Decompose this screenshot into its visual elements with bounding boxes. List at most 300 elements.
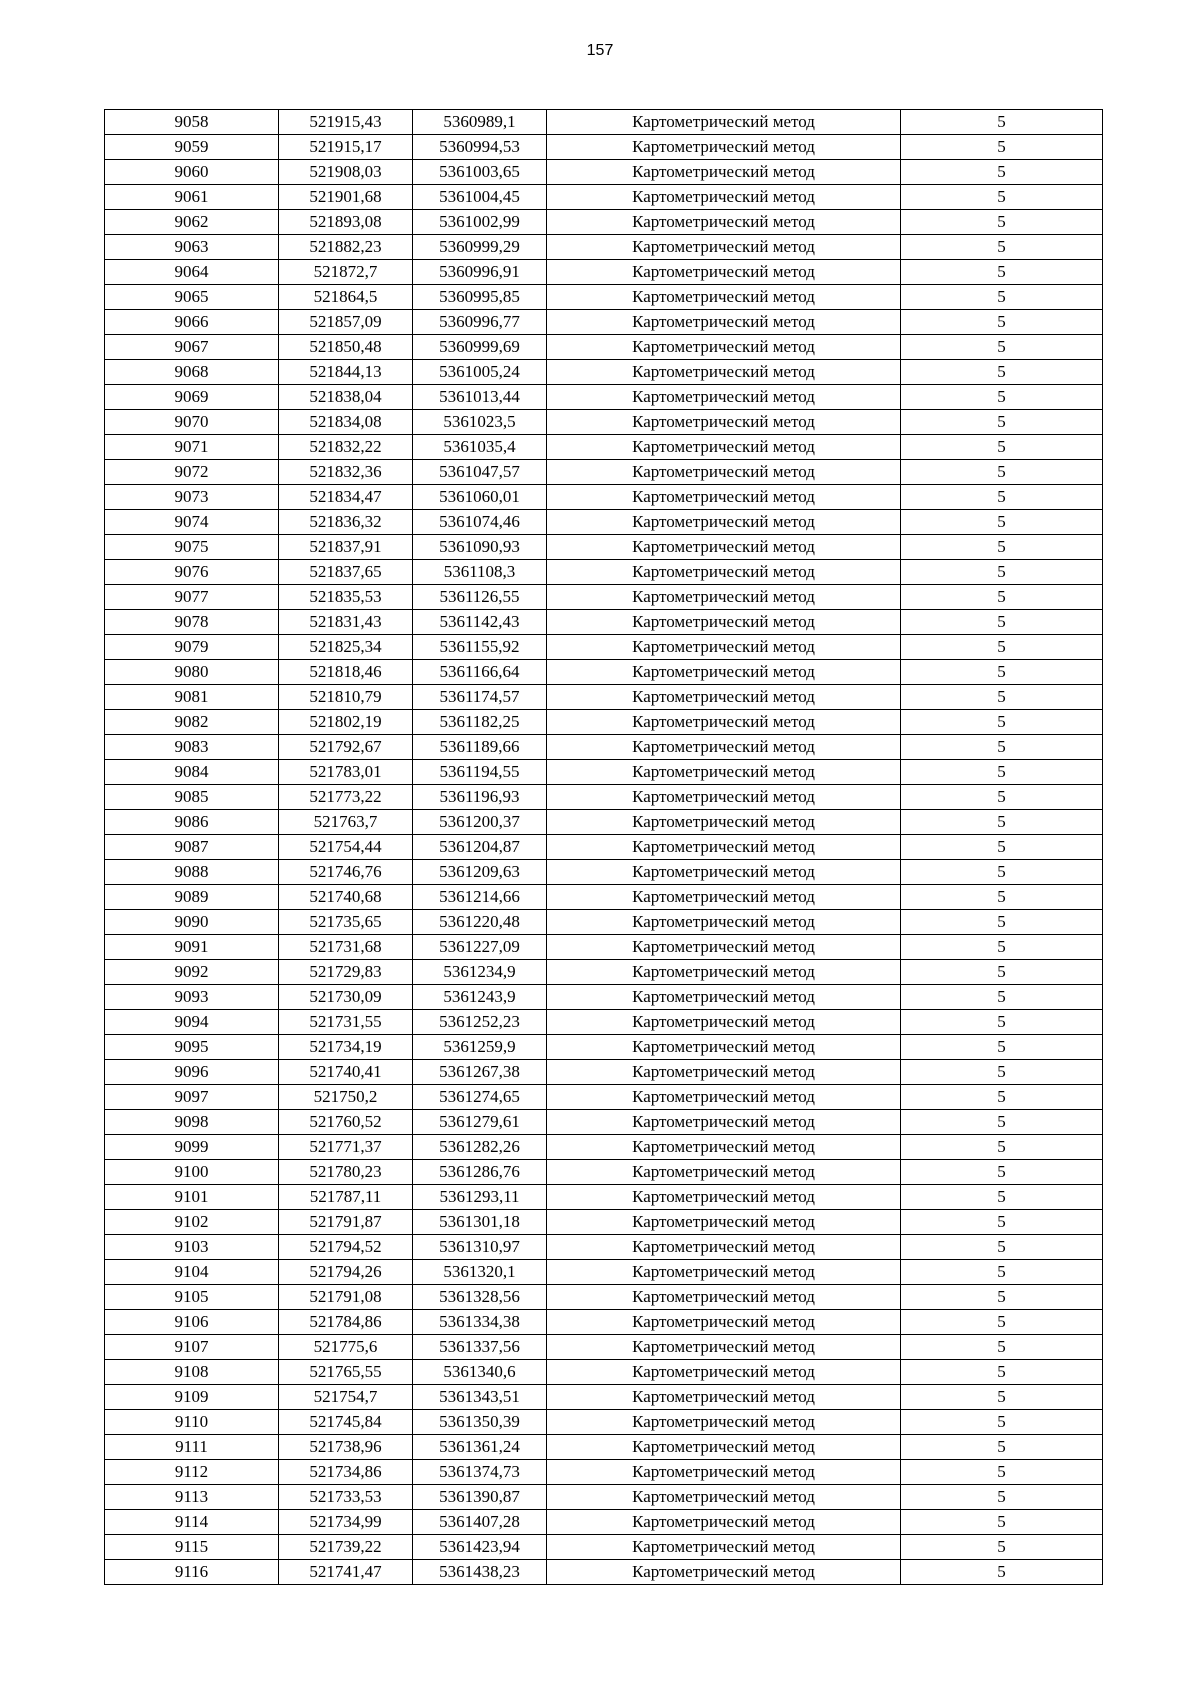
- y-coordinate-cell: 5361023,5: [413, 410, 547, 435]
- table-row: [105, 1335, 1103, 1360]
- accuracy-cell: 5: [901, 485, 1103, 510]
- accuracy-cell: 5: [901, 160, 1103, 185]
- y-coordinate-cell: 5361234,9: [413, 960, 547, 985]
- method-cell: Картометрический метод: [547, 160, 901, 185]
- point-number-cell: 9062: [105, 210, 279, 235]
- point-number-cell: 9071: [105, 435, 279, 460]
- method-cell: Картометрический метод: [547, 1285, 901, 1310]
- point-number-cell: 9065: [105, 285, 279, 310]
- point-number-cell: 9115: [105, 1535, 279, 1560]
- y-coordinate-cell: 5361423,94: [413, 1535, 547, 1560]
- x-coordinate-cell: 521754,44: [279, 835, 413, 860]
- point-number-cell: 9093: [105, 985, 279, 1010]
- accuracy-cell: 5: [901, 285, 1103, 310]
- method-cell: Картометрический метод: [547, 1535, 901, 1560]
- table-row: [105, 810, 1103, 835]
- x-coordinate-cell: 521763,7: [279, 810, 413, 835]
- table-row: [105, 885, 1103, 910]
- table-row: [105, 285, 1103, 310]
- y-coordinate-cell: 5361003,65: [413, 160, 547, 185]
- point-number-cell: 9106: [105, 1310, 279, 1335]
- accuracy-cell: 5: [901, 135, 1103, 160]
- x-coordinate-cell: 521754,7: [279, 1385, 413, 1410]
- y-coordinate-cell: 5361074,46: [413, 510, 547, 535]
- table-row: [105, 710, 1103, 735]
- y-coordinate-cell: 5361227,09: [413, 935, 547, 960]
- method-cell: Картометрический метод: [547, 135, 901, 160]
- y-coordinate-cell: 5361407,28: [413, 1510, 547, 1535]
- x-coordinate-cell: 521791,08: [279, 1285, 413, 1310]
- accuracy-cell: 5: [901, 860, 1103, 885]
- x-coordinate-cell: 521882,23: [279, 235, 413, 260]
- point-number-cell: 9096: [105, 1060, 279, 1085]
- y-coordinate-cell: 5361243,9: [413, 985, 547, 1010]
- point-number-cell: 9102: [105, 1210, 279, 1235]
- point-number-cell: 9069: [105, 385, 279, 410]
- y-coordinate-cell: 5361279,61: [413, 1110, 547, 1135]
- point-number-cell: 9068: [105, 360, 279, 385]
- x-coordinate-cell: 521857,09: [279, 310, 413, 335]
- accuracy-cell: 5: [901, 1485, 1103, 1510]
- y-coordinate-cell: 5361209,63: [413, 860, 547, 885]
- point-number-cell: 9110: [105, 1410, 279, 1435]
- accuracy-cell: 5: [901, 760, 1103, 785]
- y-coordinate-cell: 5361343,51: [413, 1385, 547, 1410]
- table-row: [105, 1110, 1103, 1135]
- x-coordinate-cell: 521740,41: [279, 1060, 413, 1085]
- accuracy-cell: 5: [901, 660, 1103, 685]
- table-row: [105, 1035, 1103, 1060]
- method-cell: Картометрический метод: [547, 860, 901, 885]
- x-coordinate-cell: 521730,09: [279, 985, 413, 1010]
- y-coordinate-cell: 5361301,18: [413, 1210, 547, 1235]
- x-coordinate-cell: 521765,55: [279, 1360, 413, 1385]
- y-coordinate-cell: 5361060,01: [413, 485, 547, 510]
- x-coordinate-cell: 521791,87: [279, 1210, 413, 1235]
- point-number-cell: 9076: [105, 560, 279, 585]
- x-coordinate-cell: 521740,68: [279, 885, 413, 910]
- method-cell: Картометрический метод: [547, 1385, 901, 1410]
- method-cell: Картометрический метод: [547, 235, 901, 260]
- accuracy-cell: 5: [901, 960, 1103, 985]
- y-coordinate-cell: 5361155,92: [413, 635, 547, 660]
- point-number-cell: 9109: [105, 1385, 279, 1410]
- point-number-cell: 9113: [105, 1485, 279, 1510]
- y-coordinate-cell: 5361005,24: [413, 360, 547, 385]
- table-row: [105, 585, 1103, 610]
- x-coordinate-cell: 521783,01: [279, 760, 413, 785]
- point-number-cell: 9061: [105, 185, 279, 210]
- method-cell: Картометрический метод: [547, 1110, 901, 1135]
- accuracy-cell: 5: [901, 810, 1103, 835]
- x-coordinate-cell: 521825,34: [279, 635, 413, 660]
- y-coordinate-cell: 5361126,55: [413, 585, 547, 610]
- point-number-cell: 9060: [105, 160, 279, 185]
- method-cell: Картометрический метод: [547, 960, 901, 985]
- x-coordinate-cell: 521893,08: [279, 210, 413, 235]
- y-coordinate-cell: 5361108,3: [413, 560, 547, 585]
- y-coordinate-cell: 5361214,66: [413, 885, 547, 910]
- accuracy-cell: 5: [901, 360, 1103, 385]
- method-cell: Картометрический метод: [547, 485, 901, 510]
- y-coordinate-cell: 5361286,76: [413, 1160, 547, 1185]
- y-coordinate-cell: 5361320,1: [413, 1260, 547, 1285]
- point-number-cell: 9111: [105, 1435, 279, 1460]
- x-coordinate-cell: 521784,86: [279, 1310, 413, 1335]
- point-number-cell: 9116: [105, 1560, 279, 1585]
- point-number-cell: 9097: [105, 1085, 279, 1110]
- y-coordinate-cell: 5361002,99: [413, 210, 547, 235]
- x-coordinate-cell: 521773,22: [279, 785, 413, 810]
- point-number-cell: 9104: [105, 1260, 279, 1285]
- x-coordinate-cell: 521834,08: [279, 410, 413, 435]
- method-cell: Картометрический метод: [547, 685, 901, 710]
- x-coordinate-cell: 521780,23: [279, 1160, 413, 1185]
- table-row: [105, 660, 1103, 685]
- accuracy-cell: 5: [901, 935, 1103, 960]
- y-coordinate-cell: 5360994,53: [413, 135, 547, 160]
- table-row: [105, 1435, 1103, 1460]
- table-row: [105, 1060, 1103, 1085]
- table-row: [105, 535, 1103, 560]
- accuracy-cell: 5: [901, 735, 1103, 760]
- point-number-cell: 9058: [105, 110, 279, 135]
- point-number-cell: 9074: [105, 510, 279, 535]
- accuracy-cell: 5: [901, 910, 1103, 935]
- accuracy-cell: 5: [901, 1160, 1103, 1185]
- x-coordinate-cell: 521787,11: [279, 1185, 413, 1210]
- table-row: [105, 460, 1103, 485]
- accuracy-cell: 5: [901, 1460, 1103, 1485]
- accuracy-cell: 5: [901, 1560, 1103, 1585]
- accuracy-cell: 5: [901, 1310, 1103, 1335]
- x-coordinate-cell: 521872,7: [279, 260, 413, 285]
- accuracy-cell: 5: [901, 1285, 1103, 1310]
- table-row: [105, 1360, 1103, 1385]
- x-coordinate-cell: 521750,2: [279, 1085, 413, 1110]
- x-coordinate-cell: 521745,84: [279, 1410, 413, 1435]
- x-coordinate-cell: 521810,79: [279, 685, 413, 710]
- table-row: [105, 835, 1103, 860]
- accuracy-cell: 5: [901, 1010, 1103, 1035]
- accuracy-cell: 5: [901, 785, 1103, 810]
- table-row: [105, 510, 1103, 535]
- point-number-cell: 9064: [105, 260, 279, 285]
- y-coordinate-cell: 5361267,38: [413, 1060, 547, 1085]
- x-coordinate-cell: 521729,83: [279, 960, 413, 985]
- point-number-cell: 9112: [105, 1460, 279, 1485]
- accuracy-cell: 5: [901, 1435, 1103, 1460]
- y-coordinate-cell: 5361361,24: [413, 1435, 547, 1460]
- point-number-cell: 9095: [105, 1035, 279, 1060]
- accuracy-cell: 5: [901, 185, 1103, 210]
- table-row: [105, 410, 1103, 435]
- accuracy-cell: 5: [901, 1335, 1103, 1360]
- x-coordinate-cell: 521837,65: [279, 560, 413, 585]
- accuracy-cell: 5: [901, 1210, 1103, 1235]
- method-cell: Картометрический метод: [547, 1185, 901, 1210]
- y-coordinate-cell: 5360999,69: [413, 335, 547, 360]
- y-coordinate-cell: 5361282,26: [413, 1135, 547, 1160]
- method-cell: Картометрический метод: [547, 1310, 901, 1335]
- point-number-cell: 9089: [105, 885, 279, 910]
- x-coordinate-cell: 521760,52: [279, 1110, 413, 1135]
- method-cell: Картометрический метод: [547, 385, 901, 410]
- table-row: [105, 760, 1103, 785]
- method-cell: Картометрический метод: [547, 1360, 901, 1385]
- table-row: [105, 1235, 1103, 1260]
- method-cell: Картометрический метод: [547, 1485, 901, 1510]
- accuracy-cell: 5: [901, 510, 1103, 535]
- table-row: [105, 785, 1103, 810]
- x-coordinate-cell: 521908,03: [279, 160, 413, 185]
- table-row: [105, 310, 1103, 335]
- x-coordinate-cell: 521771,37: [279, 1135, 413, 1160]
- accuracy-cell: 5: [901, 1135, 1103, 1160]
- point-number-cell: 9088: [105, 860, 279, 885]
- table-row: [105, 1210, 1103, 1235]
- method-cell: Картометрический метод: [547, 335, 901, 360]
- accuracy-cell: 5: [901, 560, 1103, 585]
- point-number-cell: 9098: [105, 1110, 279, 1135]
- y-coordinate-cell: 5361174,57: [413, 685, 547, 710]
- table-row: [105, 135, 1103, 160]
- table-row: [105, 560, 1103, 585]
- accuracy-cell: 5: [901, 1035, 1103, 1060]
- table-row: [105, 1510, 1103, 1535]
- table-row: [105, 235, 1103, 260]
- point-number-cell: 9092: [105, 960, 279, 985]
- y-coordinate-cell: 5361310,97: [413, 1235, 547, 1260]
- x-coordinate-cell: 521836,32: [279, 510, 413, 535]
- x-coordinate-cell: 521792,67: [279, 735, 413, 760]
- y-coordinate-cell: 5360999,29: [413, 235, 547, 260]
- x-coordinate-cell: 521844,13: [279, 360, 413, 385]
- accuracy-cell: 5: [901, 1360, 1103, 1385]
- accuracy-cell: 5: [901, 385, 1103, 410]
- point-number-cell: 9063: [105, 235, 279, 260]
- x-coordinate-cell: 521735,65: [279, 910, 413, 935]
- table-row: [105, 210, 1103, 235]
- x-coordinate-cell: 521738,96: [279, 1435, 413, 1460]
- accuracy-cell: 5: [901, 985, 1103, 1010]
- x-coordinate-cell: 521901,68: [279, 185, 413, 210]
- accuracy-cell: 5: [901, 235, 1103, 260]
- y-coordinate-cell: 5361090,93: [413, 535, 547, 560]
- method-cell: Картометрический метод: [547, 410, 901, 435]
- accuracy-cell: 5: [901, 1060, 1103, 1085]
- method-cell: Картометрический метод: [547, 935, 901, 960]
- accuracy-cell: 5: [901, 635, 1103, 660]
- y-coordinate-cell: 5361220,48: [413, 910, 547, 935]
- method-cell: Картометрический метод: [547, 1435, 901, 1460]
- x-coordinate-cell: 521864,5: [279, 285, 413, 310]
- point-number-cell: 9107: [105, 1335, 279, 1360]
- table-row: [105, 435, 1103, 460]
- y-coordinate-cell: 5361035,4: [413, 435, 547, 460]
- method-cell: Картометрический метод: [547, 1510, 901, 1535]
- x-coordinate-cell: 521838,04: [279, 385, 413, 410]
- x-coordinate-cell: 521734,19: [279, 1035, 413, 1060]
- point-number-cell: 9105: [105, 1285, 279, 1310]
- table-row: [105, 1485, 1103, 1510]
- point-number-cell: 9085: [105, 785, 279, 810]
- y-coordinate-cell: 5361337,56: [413, 1335, 547, 1360]
- y-coordinate-cell: 5361004,45: [413, 185, 547, 210]
- table-row: [105, 385, 1103, 410]
- method-cell: Картометрический метод: [547, 360, 901, 385]
- method-cell: Картометрический метод: [547, 985, 901, 1010]
- y-coordinate-cell: 5361196,93: [413, 785, 547, 810]
- method-cell: Картометрический метод: [547, 1160, 901, 1185]
- x-coordinate-cell: 521802,19: [279, 710, 413, 735]
- point-number-cell: 9080: [105, 660, 279, 685]
- method-cell: Картометрический метод: [547, 1260, 901, 1285]
- point-number-cell: 9075: [105, 535, 279, 560]
- accuracy-cell: 5: [901, 460, 1103, 485]
- point-number-cell: 9073: [105, 485, 279, 510]
- table-row: [105, 1085, 1103, 1110]
- x-coordinate-cell: 521734,99: [279, 1510, 413, 1535]
- y-coordinate-cell: 5360996,91: [413, 260, 547, 285]
- y-coordinate-cell: 5361189,66: [413, 735, 547, 760]
- table-row: [105, 1135, 1103, 1160]
- y-coordinate-cell: 5361390,87: [413, 1485, 547, 1510]
- accuracy-cell: 5: [901, 410, 1103, 435]
- table-row: [105, 960, 1103, 985]
- x-coordinate-cell: 521741,47: [279, 1560, 413, 1585]
- y-coordinate-cell: 5361142,43: [413, 610, 547, 635]
- method-cell: Картометрический метод: [547, 810, 901, 835]
- y-coordinate-cell: 5361166,64: [413, 660, 547, 685]
- x-coordinate-cell: 521831,43: [279, 610, 413, 635]
- method-cell: Картометрический метод: [547, 1060, 901, 1085]
- accuracy-cell: 5: [901, 885, 1103, 910]
- point-number-cell: 9067: [105, 335, 279, 360]
- method-cell: Картометрический метод: [547, 785, 901, 810]
- point-number-cell: 9059: [105, 135, 279, 160]
- point-number-cell: 9099: [105, 1135, 279, 1160]
- point-number-cell: 9077: [105, 585, 279, 610]
- x-coordinate-cell: 521832,22: [279, 435, 413, 460]
- table-row: [105, 935, 1103, 960]
- y-coordinate-cell: 5360995,85: [413, 285, 547, 310]
- method-cell: Картометрический метод: [547, 1035, 901, 1060]
- y-coordinate-cell: 5361374,73: [413, 1460, 547, 1485]
- table-row: [105, 735, 1103, 760]
- point-number-cell: 9084: [105, 760, 279, 785]
- accuracy-cell: 5: [901, 435, 1103, 460]
- y-coordinate-cell: 5361328,56: [413, 1285, 547, 1310]
- table-row: [105, 260, 1103, 285]
- x-coordinate-cell: 521734,86: [279, 1460, 413, 1485]
- method-cell: Картометрический метод: [547, 710, 901, 735]
- table-row: [105, 1385, 1103, 1410]
- method-cell: Картометрический метод: [547, 1460, 901, 1485]
- point-number-cell: 9100: [105, 1160, 279, 1185]
- accuracy-cell: 5: [901, 1385, 1103, 1410]
- method-cell: Картометрический метод: [547, 285, 901, 310]
- method-cell: Картометрический метод: [547, 760, 901, 785]
- table-row: [105, 1160, 1103, 1185]
- accuracy-cell: 5: [901, 610, 1103, 635]
- point-number-cell: 9078: [105, 610, 279, 635]
- accuracy-cell: 5: [901, 685, 1103, 710]
- x-coordinate-cell: 521746,76: [279, 860, 413, 885]
- point-number-cell: 9108: [105, 1360, 279, 1385]
- x-coordinate-cell: 521835,53: [279, 585, 413, 610]
- y-coordinate-cell: 5361340,6: [413, 1360, 547, 1385]
- table-row: [105, 910, 1103, 935]
- method-cell: Картометрический метод: [547, 210, 901, 235]
- table-row: [105, 110, 1103, 135]
- table-row: [105, 685, 1103, 710]
- point-number-cell: 9091: [105, 935, 279, 960]
- table-row: [105, 1185, 1103, 1210]
- table-row: [105, 635, 1103, 660]
- method-cell: Картометрический метод: [547, 660, 901, 685]
- y-coordinate-cell: 5361259,9: [413, 1035, 547, 1060]
- x-coordinate-cell: 521739,22: [279, 1535, 413, 1560]
- point-number-cell: 9087: [105, 835, 279, 860]
- table-row: [105, 485, 1103, 510]
- accuracy-cell: 5: [901, 1510, 1103, 1535]
- method-cell: Картометрический метод: [547, 1135, 901, 1160]
- method-cell: Картометрический метод: [547, 560, 901, 585]
- method-cell: Картометрический метод: [547, 460, 901, 485]
- method-cell: Картометрический метод: [547, 260, 901, 285]
- page-number: 157: [586, 42, 614, 59]
- y-coordinate-cell: 5361274,65: [413, 1085, 547, 1110]
- table-row: [105, 1460, 1103, 1485]
- y-coordinate-cell: 5361013,44: [413, 385, 547, 410]
- y-coordinate-cell: 5361293,11: [413, 1185, 547, 1210]
- method-cell: Картометрический метод: [547, 1210, 901, 1235]
- x-coordinate-cell: 521775,6: [279, 1335, 413, 1360]
- method-cell: Картометрический метод: [547, 1010, 901, 1035]
- accuracy-cell: 5: [901, 335, 1103, 360]
- accuracy-cell: 5: [901, 260, 1103, 285]
- method-cell: Картометрический метод: [547, 885, 901, 910]
- table-row: [105, 1310, 1103, 1335]
- point-number-cell: 9081: [105, 685, 279, 710]
- point-number-cell: 9101: [105, 1185, 279, 1210]
- point-number-cell: 9083: [105, 735, 279, 760]
- method-cell: Картометрический метод: [547, 1235, 901, 1260]
- y-coordinate-cell: 5361252,23: [413, 1010, 547, 1035]
- x-coordinate-cell: 521915,43: [279, 110, 413, 135]
- method-cell: Картометрический метод: [547, 835, 901, 860]
- point-number-cell: 9079: [105, 635, 279, 660]
- y-coordinate-cell: 5361200,37: [413, 810, 547, 835]
- method-cell: Картометрический метод: [547, 585, 901, 610]
- accuracy-cell: 5: [901, 535, 1103, 560]
- table-row: [105, 160, 1103, 185]
- accuracy-cell: 5: [901, 1535, 1103, 1560]
- point-number-cell: 9094: [105, 1010, 279, 1035]
- accuracy-cell: 5: [901, 310, 1103, 335]
- x-coordinate-cell: 521818,46: [279, 660, 413, 685]
- accuracy-cell: 5: [901, 1110, 1103, 1135]
- table-row: [105, 1010, 1103, 1035]
- method-cell: Картометрический метод: [547, 510, 901, 535]
- accuracy-cell: 5: [901, 110, 1103, 135]
- point-number-cell: 9086: [105, 810, 279, 835]
- accuracy-cell: 5: [901, 1260, 1103, 1285]
- y-coordinate-cell: 5360989,1: [413, 110, 547, 135]
- method-cell: Картометрический метод: [547, 310, 901, 335]
- accuracy-cell: 5: [901, 1410, 1103, 1435]
